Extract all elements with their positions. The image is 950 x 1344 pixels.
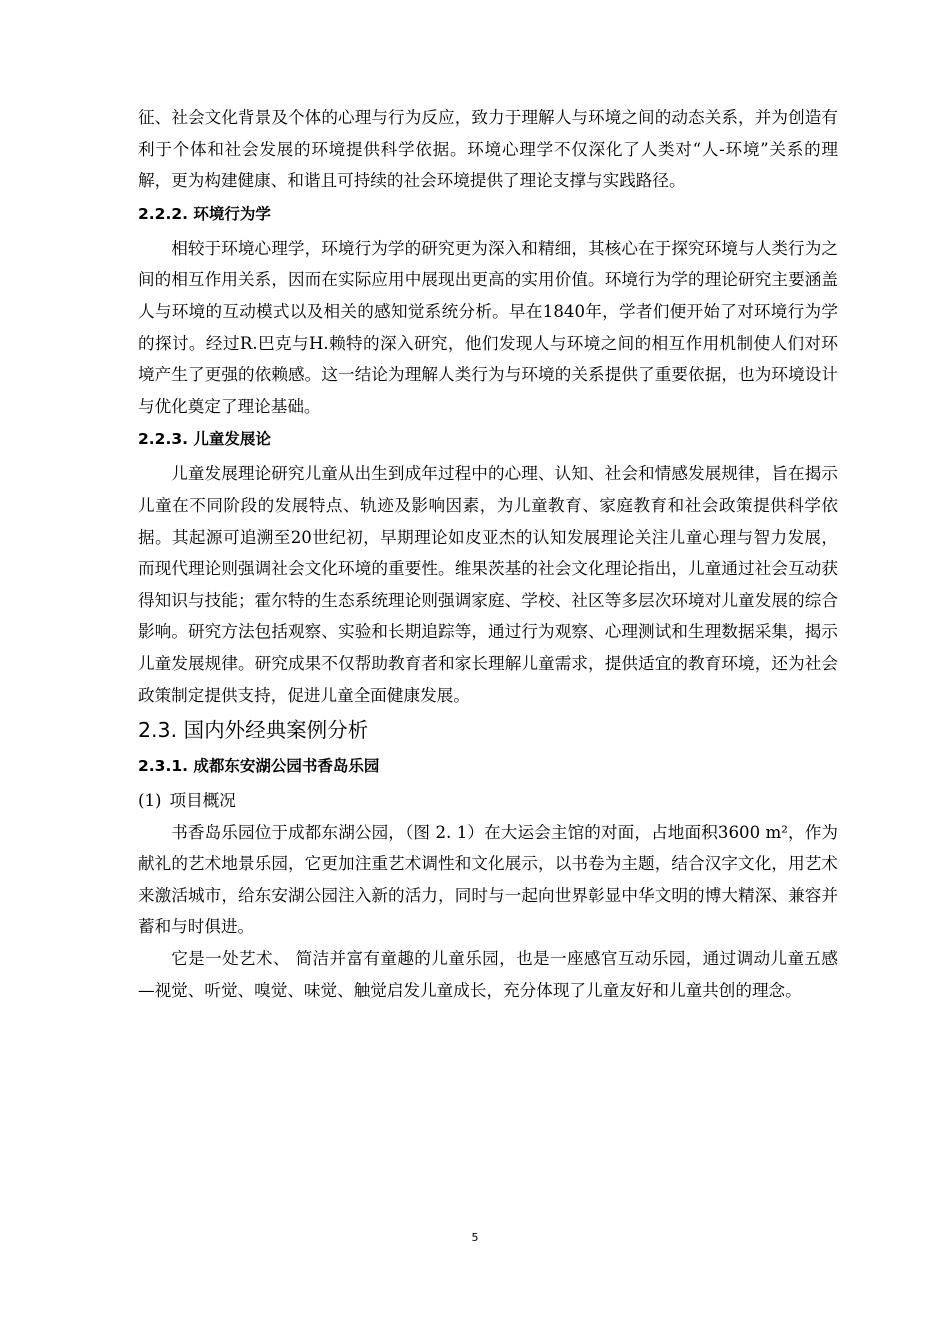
heading-2-3: 2.3. 国内外经典案例分析 bbox=[138, 718, 369, 743]
list-item-number: (1) bbox=[138, 791, 162, 811]
heading-2-2-3: 2.2.3. 儿童发展论 bbox=[138, 430, 271, 449]
paragraph-park-location: 书香岛乐园位于成都东湖公园，（图 2. 1）在大运会主馆的对面，占地面积3600 m²，作为献礼的艺术地景乐园，它更加注重艺术调性和文化展示，以书卷为主题，结合汉字文化，用艺术来激活城市，给东安湖公园注入新的活力，同时与一起向世界彰显中华文明的博大精深、兼容并蓄和与时俱进。 bbox=[138, 822, 838, 937]
document-body bbox=[138, 102, 838, 1006]
heading-2-3-1: 2.3.1. 成都东安湖公园书香岛乐园 bbox=[138, 757, 380, 776]
heading-2-2-2: 2.2.2. 环境行为学 bbox=[138, 204, 271, 223]
paragraph-environmental-psychology-end: 征、社会文化背景及个体的心理与行为反应，致力于理解人与环境之间的动态关系，并为创造有利于个体和社会发展的环境提供科学依据。环境心理学不仅深化了人类对“人-环境”关系的理解，更为构建健康、和谐且可持续的社会环境提供了理论支撑与实践路径。 bbox=[138, 108, 838, 191]
paragraph-park-concept: 它是一处艺术、 简洁并富有童趣的儿童乐园，也是一座感官互动乐园，通过调动儿童五感—视觉、听觉、嗅觉、味觉、触觉启发儿童成长，充分体现了儿童友好和儿童共创的理念。 bbox=[138, 949, 838, 1000]
page-number: 5 bbox=[471, 1231, 479, 1244]
list-item-label: 项目概况 bbox=[169, 791, 236, 811]
list-item-project-overview bbox=[138, 785, 838, 817]
paragraph-child-development: 儿童发展理论研究儿童从出生到成年过程中的心理、认知、社会和情感发展规律，旨在揭示儿童在不同阶段的发展特点、轨迹及影响因素，为儿童教育、家庭教育和社会政策提供科学依据。其起源可追溯至20世纪初，早期理论如皮亚杰的认知发展理论关注儿童心理与智力发展，而现代理论则强调社会文化环境的重要性。维果茨基的社会文化理论指出，儿童通过社会互动获得知识与技能；霍尔特的生态系统理论则强调家庭、学校、社区等多层次环境对儿童发展的综合影响。研究方法包括观察、实验和长期追踪等，通过行为观察、心理测试和生理数据采集，揭示儿童发展规律。研究成果不仅帮助教育者和家长理解儿童需求，提供适宜的教育环境，还为社会政策制定提供支持，促进儿童全面健康发展。 bbox=[138, 464, 838, 705]
paragraph-environmental-behavior: 相较于环境心理学，环境行为学的研究更为深入和精细，其核心在于探究环境与人类行为之间的相互作用关系，因而在实际应用中展现出更高的实用价值。环境行为学的理论研究主要涵盖人与环境的互动模式以及相关的感知觉系统分析。早在1840年，学者们便开始了对环境行为学的探讨。经过R.巴克与H.赖特的深入研究，他们发现人与环境之间的相互作用机制使人们对环境产生了更强的依赖感。这一结论为理解人类行为与环境的关系提供了重要依据，也为环境设计与优化奠定了理论基础。 bbox=[138, 238, 838, 416]
